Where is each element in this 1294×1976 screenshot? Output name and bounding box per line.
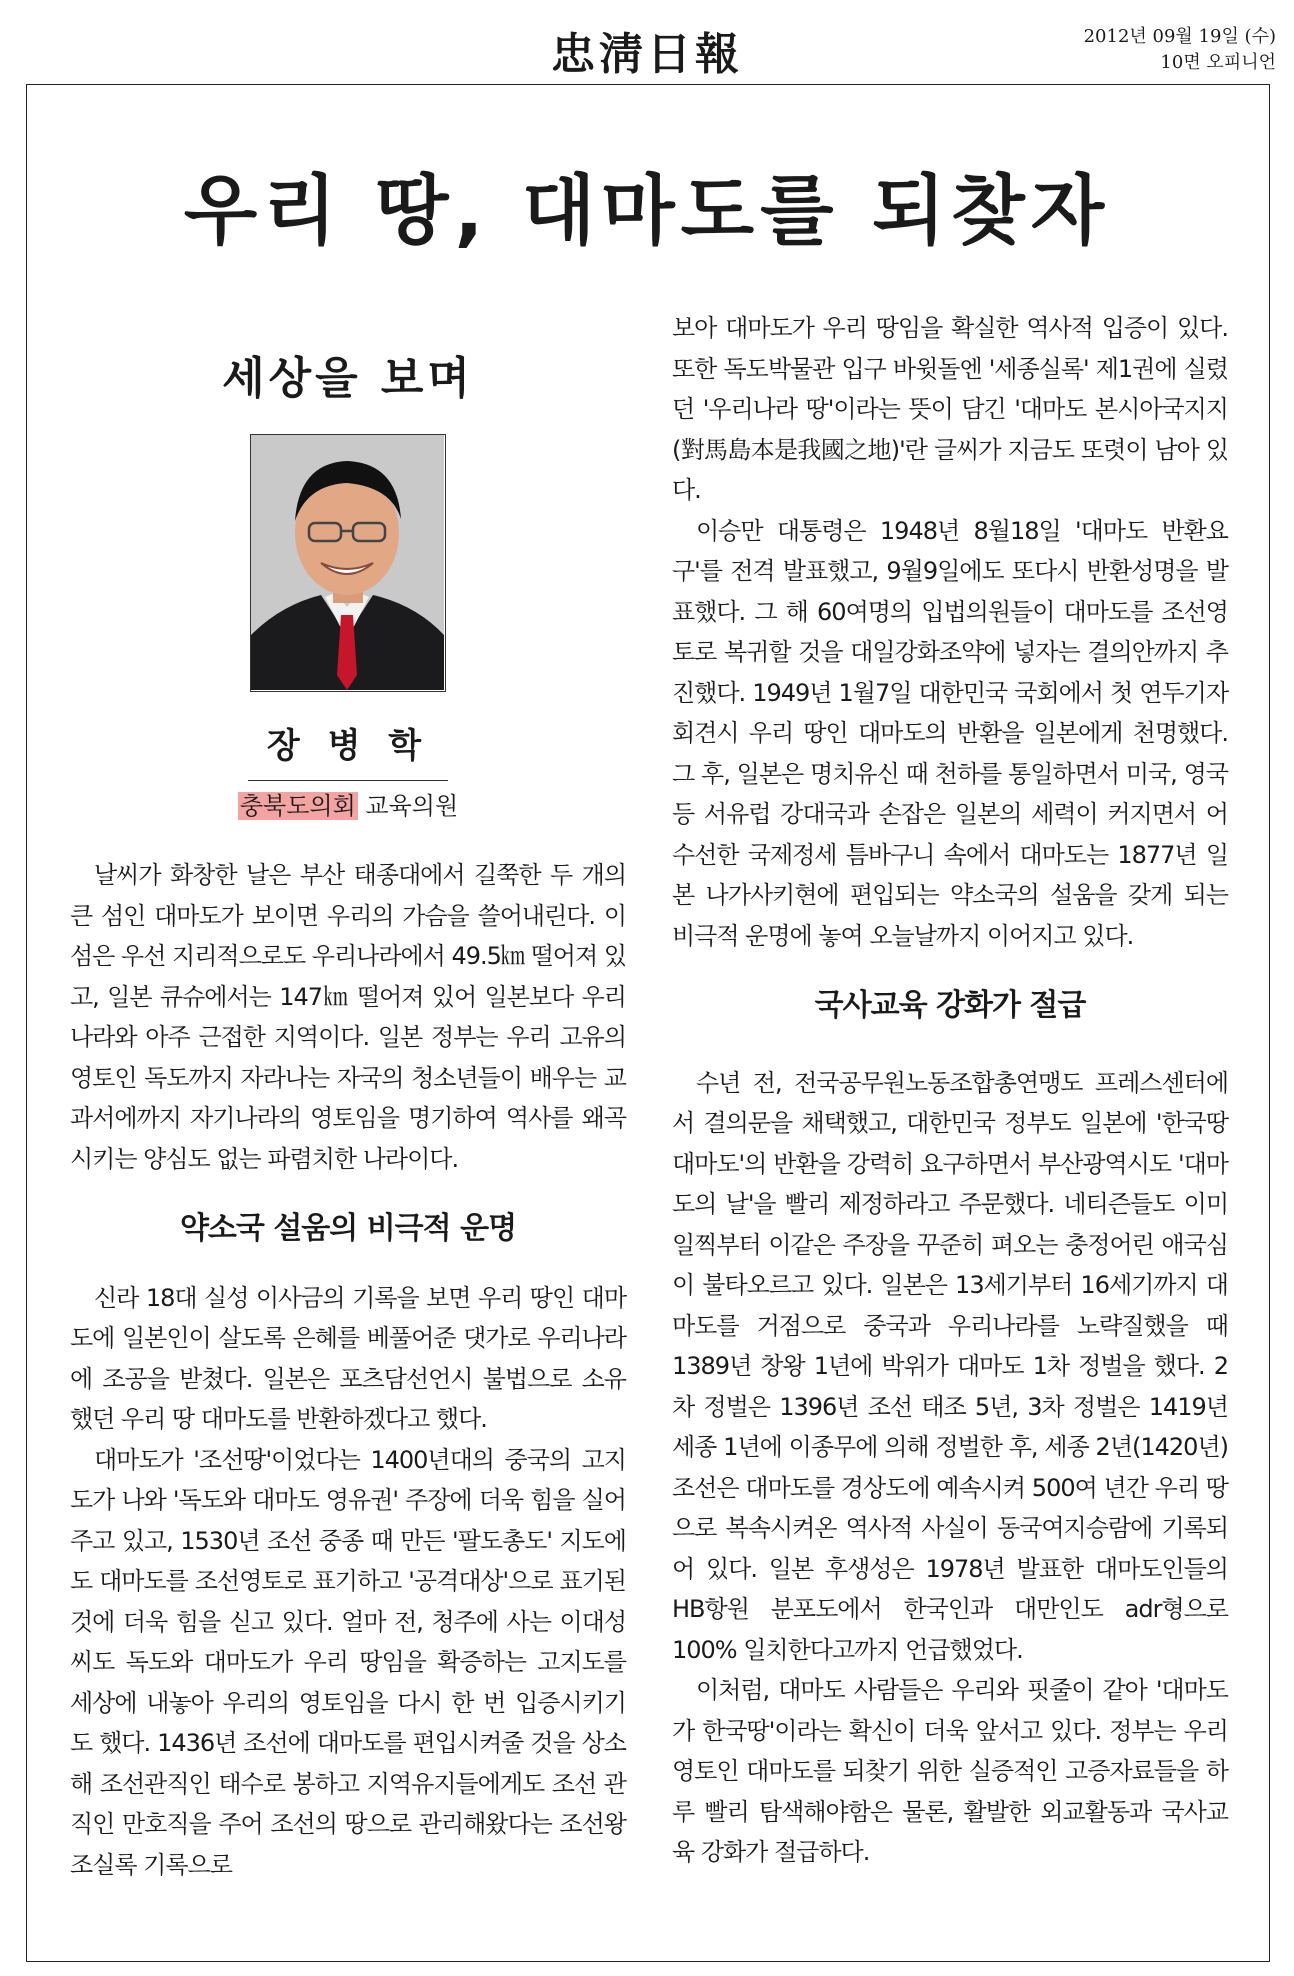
right-paragraph-3: 이처럼, 대마도 사람들은 우리와 핏줄이 같아 '대마도가 한국땅'이라는 확신이 더욱 앞서고 있다. 정부는 우리 영토인 대마도를 되찾기 위한 실증적인 고증자료들을 하루 빨리 탐색해야함은 물론, 활발한 외교활동과 국사교육 강화가 절급하다. bbox=[672, 1676, 1228, 1866]
subhead-left: 약소국 설움의 비극적 운명 bbox=[179, 1211, 517, 1246]
left-paragraph-2: 대마도가 '조선땅'이었다는 1400년대의 중국의 고지도가 나와 '독도와 대마도 영유권' 주장에 더욱 힘을 실어주고 있고, 1530년 조선 중종 때 만든 '팔도총도' 지도에도 대마도를 조선영토로 표기하고 '공격대상'으로 표기된 것에 더욱 힘을 싣고 있다. 얼마 전, 청주에 사는 이대성씨도 독도와 대마도가 우리 땅임을 확증하는 고지도를 세상에 내놓아 우리의 영토임을 다시 한 번 입증시키기도 했다. 1436년 조선에 대마도를 편입시켜줄 것을 상소해 조선관직인 태수로 봉하고 지역유지들에게도 조선 관직인 만호직을 주어 조선의 땅으로 관리해왔다는 조선왕조실록 기록으로 bbox=[70, 1445, 626, 1879]
affiliation-role: 교육의원 bbox=[365, 792, 459, 820]
left-paragraph-1: 신라 18대 실성 이사금의 기록을 보면 우리 땅인 대마도에 일본인이 살도록 은혜를 베풀어준 댓가로 우리나라에 조공을 받쳤다. 일본은 포츠담선언시 불법으로 소유했던 우리 땅 대마도를 반환하겠다고 했다. bbox=[70, 1283, 626, 1433]
author-affiliation bbox=[70, 786, 626, 821]
column-title: 세상을 보며 bbox=[222, 353, 474, 404]
author-name: 장 병 학 bbox=[266, 726, 430, 766]
right-paragraph-1: 이승만 대통령은 1948년 8월18일 '대마도 반환요구'를 전격 발표했고, 9월9일에도 또다시 반환성명을 발표했다. 그 해 60여명의 입법의원들이 대마도를 조선영토로 복귀할 것을 대일강화조약에 넣자는 결의안까지 추진했다. 1949년 1월7일 대한민국 국회에서 첫 연두기자 회견시 우리 땅인 대마도의 반환을 일본에게 천명했다. 그 후, 일본은 명치유신 때 천하를 통일하면서 미국, 영국 등 서유럽 강대국과 손잡은 일본의 세력이 커지면서 어수선한 국제정세 틈바구니 속에서 대마도는 1877년 일본 나가사키현에 편입되는 약소국의 설움을 갖게 되는 비극적 운명에 놓여 오늘날까지 이어지고 있다. bbox=[672, 516, 1228, 950]
right-paragraph-2: 수년 전, 전국공무원노동조합총연맹도 프레스센터에서 결의문을 채택했고, 대한민국 정부도 일본에 '한국땅 대마도'의 반환을 강력히 요구하면서 부산광역시도 '대마도의 날'을 빨리 제정하라고 주문했다. 네티즌들도 이미 일찍부터 이같은 주장을 꾸준히 펴오는 충정어린 애국심이 불타오르고 있다. 일본은 13세기부터 16세기까지 대마도를 거점으로 중국과 우리나라를 노략질했을 때 1389년 창왕 1년에 박위가 대마도 1차 정벌을 했다. 2차 정벌은 1396년 조선 태조 5년, 3차 정벌은 1419년 세종 1년에 이종무에 의해 정벌한 후, 세종 2년(1420년) 조선은 대마도를 경상도에 예속시켜 500여 년간 우리 땅으로 복속시켜온 역사적 사실이 동국여지승람에 기록되어 있다. 일본 후생성은 1978년 발표한 대마도인들의 HB항원 분포도에서 한국인과 대만인도 adr형으로 100% 일치한다고까지 언급했었다. bbox=[672, 1068, 1228, 1664]
right-column bbox=[672, 308, 1228, 1873]
subhead-right: 국사교육 강화가 절급 bbox=[814, 988, 1086, 1023]
newspaper-masthead: 忠淸日報 bbox=[551, 29, 743, 80]
issue-date: 2012년 09월 19일 (수) bbox=[1083, 26, 1276, 47]
issue-section: 10면 오피니언 bbox=[1160, 52, 1276, 73]
author-portrait bbox=[250, 434, 446, 692]
right-paragraph-0: 보아 대마도가 우리 땅임을 확실한 역사적 입증이 있다. 또한 독도박물관 입구 바윗돌엔 '세종실록' 제1권에 실렸던 '우리나라 땅'이라는 뜻이 담긴 '대마도 본시아국지지(對馬島本是我國之地)'란 글씨가 지금도 또렷이 남아 있다. bbox=[672, 314, 1228, 504]
issue-meta bbox=[1084, 24, 1276, 76]
article-headline: 우리 땅, 대마도를 되찾자 bbox=[183, 166, 1111, 255]
affiliation-highlight: 충북도의회 bbox=[239, 792, 356, 820]
intro-paragraph: 날씨가 화창한 날은 부산 태종대에서 길쭉한 두 개의 큰 섬인 대마도가 보이면 우리의 가슴을 쓸어내린다. 이 섬은 우선 지리적으로도 우리나라에서 49.5㎞ 떨어져 있고, 일본 큐슈에서는 147㎞ 떨어져 있어 일본보다 우리나라와 아주 근접한 지역이다. 일본 정부는 우리 고유의 영토인 독도까지 자라나는 자국의 청소년들이 배우는 교과서에까지 자기나라의 영토임을 명기하여 역사를 왜곡시키는 양심도 없는 파렴치한 나라이다. bbox=[70, 861, 626, 1173]
portrait-illustration bbox=[251, 435, 444, 690]
byline-divider bbox=[248, 780, 448, 781]
left-column bbox=[70, 855, 626, 1885]
